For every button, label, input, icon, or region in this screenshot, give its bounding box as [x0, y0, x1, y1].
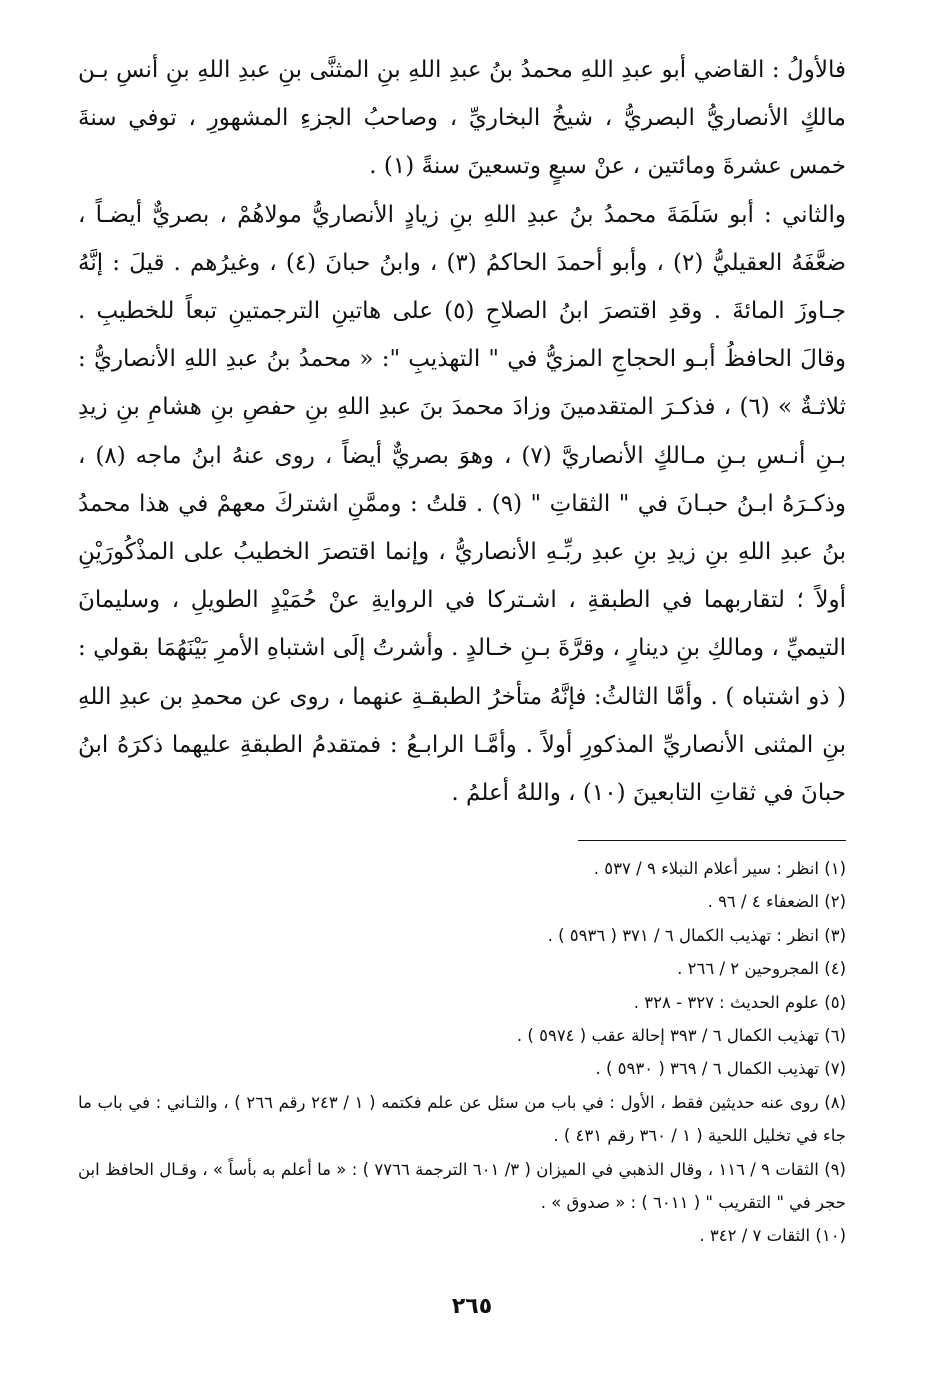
footnote-10: (١٠) الثقات ٧ / ٣٤٢ .	[699, 1226, 846, 1246]
footnotes-list	[78, 852, 846, 1253]
footnote-4: (٤) المجروحين ٢ / ٢٦٦ .	[677, 959, 846, 979]
footnote-6: (٦) تهذيب الكمال ٦ / ٣٩٣ إحالة عقب ( ٥٩٧٤ ) .	[516, 1026, 846, 1046]
main-text-block	[78, 46, 846, 817]
footnote-5: (٥) علوم الحديث : ٣٢٧ - ٣٢٨ .	[633, 992, 846, 1012]
body-paragraph-2: والثاني : أبو سَلَمَةَ محمدُ بنُ عبدِ اللهِ بنِ زيادٍ الأنصاريُّ مولاهُمْ ، بصريٌّ أيضـاً ، ضعَّفَهُ العقيليُّ (٢) ، وأبو أحمدَ الحاكمُ (٣) ، وابنُ حبانَ (٤) ، وغيرُهم . قيلَ : إنَّهُ جـاوزَ المائةَ . وقدِ اقتصرَ ابنُ الصلاحِ (٥) على هاتينِ الترجمتينِ تبعاً للخطيبِ . وقالَ الحافظُ أبـو الحجاجِ المزيُّ في " التهذيبِ ": « محمدُ بنُ عبدِ اللهِ الأنصاريُّ : ثلاثـةٌ » (٦) ، فذكـرَ المتقدمينَ وزادَ محمدَ بنَ عبدِ اللهِ بنِ حفصِ بنِ هشامِ بنِ زيدِ بـنِ أنـسِ بـنِ مـالكٍ الأنصاريَّ (٧) ، وهوَ بصريٌّ أيضاً ، روى عنهُ ابنُ ماجه (٨) ، وذكـرَهُ ابـنُ حبـانَ في " الثقاتِ " (٩) . قلتُ : وممَّنِ اشتركَ معهمْ في هذا محمدُ بنُ عبدِ اللهِ بنِ زيدِ بنِ عبدِ ربِّـهِ الأنصاريُّ ، وإنما اقتصرَ الخطيبُ على المذْكُورَيْنِ أولاً ؛ لتقاربهما في الطبقةِ ، اشـتركا في الروايةِ عنْ حُمَيْدٍ الطويلِ ، وسليمانَ التيميِّ ، ومالكِ بنِ دينارٍ ، وقرَّةَ بـنِ خـالدٍ . وأشرتُ إلَى اشتباهِ الأمرِ بَيْنَهُمَا بقولي : ( ذو اشتباه ) . وأمَّا الثالثُ: فإنَّهُ متأخرُ الطبقـةِ عنهما ، روى عن محمدِ بن عبدِ اللهِ بنِ المثنى الأنصاريِّ المذكورِ أولاً . وأمَّـا الرابـعُ : فمتقدمُ الطبقةِ عليهما ذكرَهُ ابنُ حبانَ في ثقاتِ التابعينَ (١٠) ، واللهُ أعلمُ .	[78, 201, 847, 807]
footnote-9: (٩) الثقات ٩ / ١١٦ ، وقال الذهبي في الميزان ( ٣/ ٦٠١ الترجمة ٧٧٦٦ ) : « ما أعلم به بأساً » ، وقـال الحافظ ابن حجر في " التقريب " ( ٦٠١١ ) : « صدوق » .	[78, 1159, 846, 1213]
footnote-3: (٣) انظر : تهذيب الكمال ٦ / ٣٧١ ( ٥٩٣٦ ) .	[547, 925, 846, 945]
page-number: ٢٦٥	[451, 1294, 493, 1319]
footnote-1: (١) انظر : سير أعلام النبلاء ٩ / ٥٣٧ .	[593, 859, 846, 878]
footnote-separator	[578, 840, 846, 841]
footnote-8: (٨) روى عنه حديثين فقط ، الأول : في باب من سئل عن علم فكتمه ( ١ / ٢٤٣ رقم ٢٦٦ ) ، والثـاني : في باب ما جاء في تخليل اللحية ( ١ / ٣٦٠ رقم ٤٣١ ) .	[78, 1092, 846, 1146]
footnote-7: (٧) تهذيب الكمال ٦ / ٣٦٩ ( ٥٩٣٠ ) .	[595, 1059, 846, 1079]
body-paragraph-1: فالأولُ : القاضي أبو عبدِ اللهِ محمدُ بنُ عبدِ اللهِ بنِ المثنَّى بنِ عبدِ اللهِ بنِ أنسِ بـن مالكٍ الأنصاريُّ البصريُّ ، شيخُ البخاريِّ ، وصاحبُ الجزءِ المشهورِ ، توفي سنةَ خمس عشرةَ ومائتين ، عنْ سبعٍ وتسعينَ سنةً (١) .	[78, 57, 846, 180]
footnote-2: (٢) الضعفاء ٤ / ٩٦ .	[707, 892, 846, 912]
